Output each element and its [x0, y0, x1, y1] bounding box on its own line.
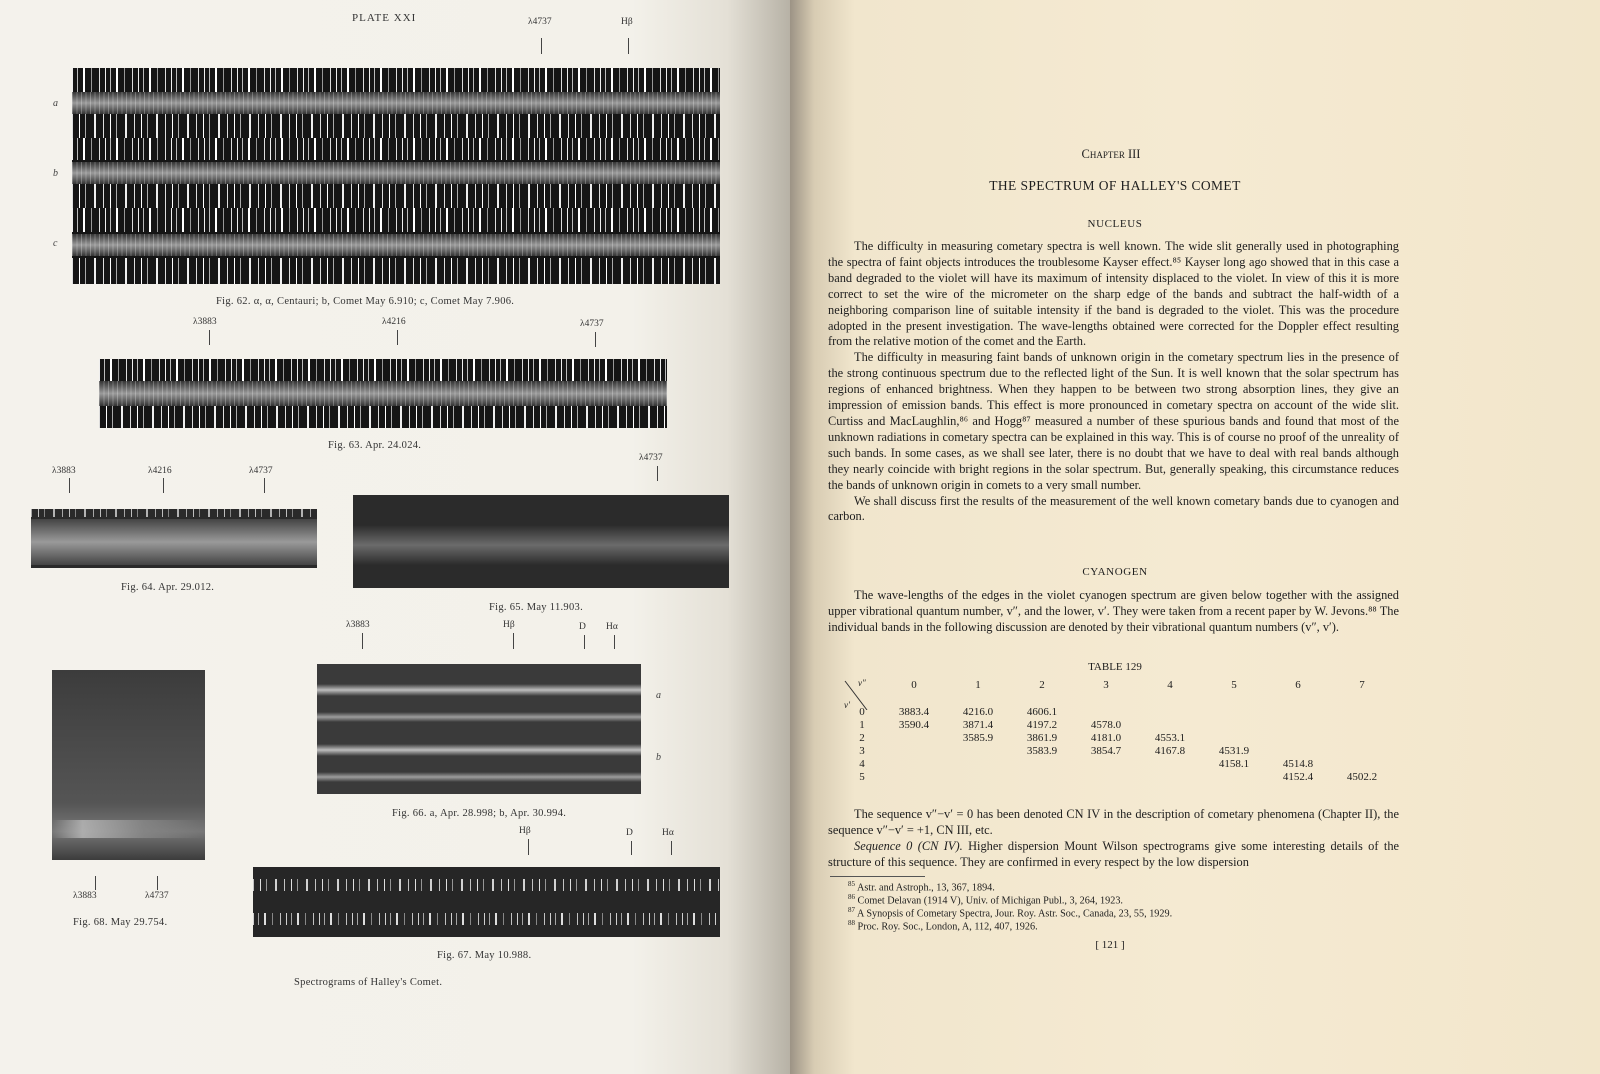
table-lower-label: v′	[844, 700, 850, 710]
fig63-tick-3	[595, 332, 596, 347]
table-cell	[1330, 705, 1394, 718]
table-cell	[1266, 718, 1330, 731]
table-cell: 3585.9	[962, 731, 994, 744]
fig62-tick-1	[541, 38, 542, 54]
paragraph-2: The difficulty in measuring faint bands of unknown origin in the cometary spectrum lies in the presence of the strong continuous spectrum due to the reflected light of the Sun. It is well known that the solar spectrum has regions of enhanced brightness. When they happen to be between two strong absorption lines, they give an impression of emission bands. This effect is more pronounced in cometary spectra on account of the wide slit. Curtiss and MacLaughlin,⁸⁶ and Hogg⁸⁷ measured a number of these spurious bands and found that most of the unknown radiations in cometary spectra can be explained in this way. This is of course no proof of the unreality of such bands. In some cases, as we shall see later, there is no doubt that we have to deal with real bands although they nearly coincide with bright regions in the solar spectrum. But, generally speaking, this circumstance reduces the bands of unknown origin in comets to a very small number.	[828, 350, 1399, 492]
fig67-marker-d: D	[626, 828, 633, 838]
sequence-heading: Sequence 0 (CN IV).	[854, 838, 963, 853]
table-cell	[1138, 705, 1202, 718]
table-cell: 3590.4	[898, 718, 930, 731]
table-row-label: 0	[859, 705, 865, 718]
fig66-row-a: a	[656, 690, 661, 701]
body-text-sequence	[828, 807, 1399, 871]
page-number: [ 121 ]	[1095, 939, 1125, 951]
table-cell	[1330, 744, 1394, 757]
fig63-marker-l4216: λ4216	[382, 317, 406, 327]
fig68-marker-l4737: λ4737	[145, 891, 169, 901]
fig67-marker-halpha: Hα	[662, 828, 674, 838]
table-cell	[1330, 757, 1394, 770]
fig62-row-b: b	[53, 168, 58, 179]
fig66-caption: Fig. 66. a, Apr. 28.998; b, Apr. 30.994.	[392, 808, 567, 819]
fig64-tick-2	[163, 478, 164, 493]
table-cell: 4181.0	[1090, 731, 1122, 744]
fig63-spectrogram	[99, 359, 667, 428]
table-cell: 3854.7	[1090, 744, 1122, 757]
table-cell	[946, 757, 1010, 770]
table-cell: 4197.2	[1026, 718, 1058, 731]
paragraph-1: The difficulty in measuring cometary spectra is well known. The wide slit generally used in photographing the spectra of faint objects introduces the troublesome Kayser effect.⁸⁵ Kayser long ago showed that in this case a band degraded to the violet will have its maximum of intensity displaced to the violet. In view of this it is more correct to set the wire of the micrometer on the sharp edge of the bands and subtract the half-width of a neighboring comparison line of suitable intensity if the band is degraded to the violet. This was the procedure adopted in the present investigation. The wave-lengths obtained were corrected for the Doppler effect resulting from the relative motion of the comet and the Earth.	[828, 239, 1399, 349]
table-cell	[1010, 757, 1074, 770]
fig66-marker-d: D	[579, 622, 586, 632]
fig63-caption: Fig. 63. Apr. 24.024.	[328, 440, 422, 451]
table-cell: 3871.4	[962, 718, 994, 731]
table-row-label: 2	[859, 731, 865, 744]
section-cyanogen: CYANOGEN	[1082, 566, 1148, 578]
table-cell	[882, 770, 946, 783]
fig63-marker-l3883: λ3883	[193, 317, 217, 327]
fig66-marker-hbeta: Hβ	[503, 620, 515, 630]
table-cell: 4167.8	[1154, 744, 1186, 757]
table-cell	[1074, 705, 1138, 718]
fig67-tick-3	[671, 841, 672, 855]
table-cell	[1202, 770, 1266, 783]
fig67-spectrogram	[253, 867, 720, 937]
table-upper-label: v″	[858, 678, 866, 688]
table-cell	[1074, 770, 1138, 783]
table-col-header: 3	[1103, 678, 1109, 691]
fig68-caption: Fig. 68. May 29.754.	[73, 917, 168, 928]
table-cell: 3861.9	[1026, 731, 1058, 744]
fig68-spectrogram	[52, 670, 205, 860]
fig64-spectrogram	[31, 509, 317, 568]
table-cell	[1266, 705, 1330, 718]
fig66-tick-3	[584, 635, 585, 649]
paragraph-5b	[828, 839, 1399, 871]
fig68-tick-1	[95, 876, 96, 890]
fig67-tick-2	[631, 841, 632, 855]
fig65-caption: Fig. 65. May 11.903.	[489, 602, 583, 613]
fig62-tick-2	[628, 38, 629, 54]
table-129	[842, 678, 1394, 783]
fig68-tick-2	[157, 876, 158, 890]
paragraph-5a: The sequence v″−v′ = 0 has been denoted CN IV in the description of cometary phenomena (Chapter II), the sequence v″−v′ = +1, CN III, etc.	[828, 807, 1399, 837]
table-row	[842, 770, 1394, 783]
table-cell	[946, 770, 1010, 783]
fig64-marker-l3883: λ3883	[52, 466, 76, 476]
table-cell: 4606.1	[1026, 705, 1058, 718]
chapter-heading: Chapter III	[1081, 147, 1141, 161]
table-col-header: 2	[1039, 678, 1045, 691]
fig62-row-c: c	[53, 238, 58, 249]
table-col-header: 4	[1167, 678, 1173, 691]
plate-title: PLATE XXI	[352, 12, 417, 24]
fig64-marker-l4216: λ4216	[148, 466, 172, 476]
table-cell	[1330, 718, 1394, 731]
body-text-cyanogen	[828, 588, 1399, 636]
table-cell: 4158.1	[1218, 757, 1250, 770]
table-cell	[1330, 731, 1394, 744]
table-cell: 4553.1	[1154, 731, 1186, 744]
table-cell: 4578.0	[1090, 718, 1122, 731]
table-col-header: 6	[1295, 678, 1301, 691]
table-row	[842, 744, 1394, 757]
fig67-tick-1	[528, 839, 529, 855]
fig66-marker-l3883: λ3883	[346, 620, 370, 630]
paragraph-5b-text: Higher dispersion Mount Wilson spectrograms give some interesting details of the structure of this sequence. They are confirmed in every respect by the low dispersion	[828, 838, 1400, 869]
table-cell	[882, 757, 946, 770]
table-row-label: 4	[859, 757, 865, 770]
fig62-spectrogram	[72, 68, 720, 284]
fig64-marker-l4737: λ4737	[249, 466, 273, 476]
table-cell: 4514.8	[1282, 757, 1314, 770]
table-cell	[882, 744, 946, 757]
plate-caption: Spectrograms of Halley's Comet.	[294, 977, 443, 988]
table-cell	[1138, 718, 1202, 731]
table-row	[842, 731, 1394, 744]
fig67-marker-hbeta: Hβ	[519, 826, 531, 836]
fig63-tick-1	[209, 330, 210, 345]
table-cell: 4502.2	[1346, 770, 1378, 783]
table-col-header: 0	[911, 678, 917, 691]
table-col-header: 5	[1231, 678, 1237, 691]
fig64-tick-1	[69, 478, 70, 493]
table-col-header: 7	[1359, 678, 1365, 691]
fig65-tick-1	[657, 466, 658, 481]
fig66-tick-1	[362, 633, 363, 649]
table-cell	[1202, 718, 1266, 731]
fig64-tick-3	[264, 478, 265, 493]
fig65-spectrogram	[353, 495, 729, 588]
table-cell	[1138, 757, 1202, 770]
fig67-caption: Fig. 67. May 10.988.	[437, 950, 532, 961]
footnote-rule	[830, 876, 925, 877]
footnote-86: $^{86}$ Comet Delavan (1914 V), Univ. of Michigan Publ., 3, 264, 1923.	[848, 893, 1123, 907]
fig63-marker-l4737: λ4737	[580, 319, 604, 329]
body-text-nucleus	[828, 239, 1399, 525]
table-col-header: 1	[975, 678, 981, 691]
fig63-tick-2	[397, 330, 398, 345]
table-cell	[1202, 731, 1266, 744]
table-header-row	[842, 678, 1394, 691]
table-row	[842, 718, 1394, 731]
table-cell: 3583.9	[1026, 744, 1058, 757]
table-row	[842, 757, 1394, 770]
chapter-title: THE SPECTRUM OF HALLEY'S COMET	[989, 178, 1241, 193]
table-cell	[1266, 731, 1330, 744]
table-cell	[1202, 705, 1266, 718]
table-cell	[1074, 757, 1138, 770]
fig62-caption: Fig. 62. α, α, Centauri; b, Comet May 6.910; c, Comet May 7.906.	[216, 296, 515, 307]
fig66-spectrogram	[317, 664, 641, 794]
table-cell	[882, 731, 946, 744]
fig64-caption: Fig. 64. Apr. 29.012.	[121, 582, 215, 593]
fig62-marker-hbeta: Hβ	[621, 17, 633, 27]
table-row	[842, 705, 1394, 718]
table-row-label: 5	[859, 770, 865, 783]
fig66-tick-2	[513, 633, 514, 649]
fig65-marker-l4737: λ4737	[639, 453, 663, 463]
table-cell: 4216.0	[962, 705, 994, 718]
paragraph-4: The wave-lengths of the edges in the violet cyanogen spectrum are given below together with the assigned upper vibrational quantum number, v″, and the lower, v′. They were taken from a recent paper by W. Jevons.⁸⁸ The individual bands in the following discussion are denoted by their vibrational quantum numbers (v″, v′).	[828, 588, 1399, 634]
table-cell	[1010, 770, 1074, 783]
section-nucleus: NUCLEUS	[1087, 218, 1143, 230]
table-cell: 3883.4	[898, 705, 930, 718]
table-cell	[946, 744, 1010, 757]
footnote-87: $^{87}$ A Synopsis of Cometary Spectra, Jour. Roy. Astr. Soc., Canada, 23, 55, 1929.	[848, 906, 1173, 920]
table-row-label: 3	[859, 744, 865, 757]
fig62-row-a: a	[53, 98, 58, 109]
footnote-88: $^{88}$ Proc. Roy. Soc., London, A, 112, 407, 1926.	[848, 919, 1038, 933]
table-title: TABLE 129	[1088, 661, 1142, 673]
table-cell	[1138, 770, 1202, 783]
paragraph-3: We shall discuss first the results of the measurement of the well known cometary bands due to cyanogen and carbon.	[828, 493, 1399, 524]
fig66-marker-halpha: Hα	[606, 622, 618, 632]
table-cell	[1266, 744, 1330, 757]
fig66-row-b: b	[656, 752, 661, 763]
fig68-marker-l3883: λ3883	[73, 891, 97, 901]
left-page-plate	[0, 0, 790, 1074]
fig62-marker-l4737: λ4737	[528, 17, 552, 27]
table-cell: 4152.4	[1282, 770, 1314, 783]
fig66-tick-4	[614, 635, 615, 649]
footnote-85: $^{85}$ Astr. and Astroph., 13, 367, 1894.	[848, 880, 995, 894]
table-row-label: 1	[859, 718, 865, 731]
table-cell: 4531.9	[1218, 744, 1250, 757]
